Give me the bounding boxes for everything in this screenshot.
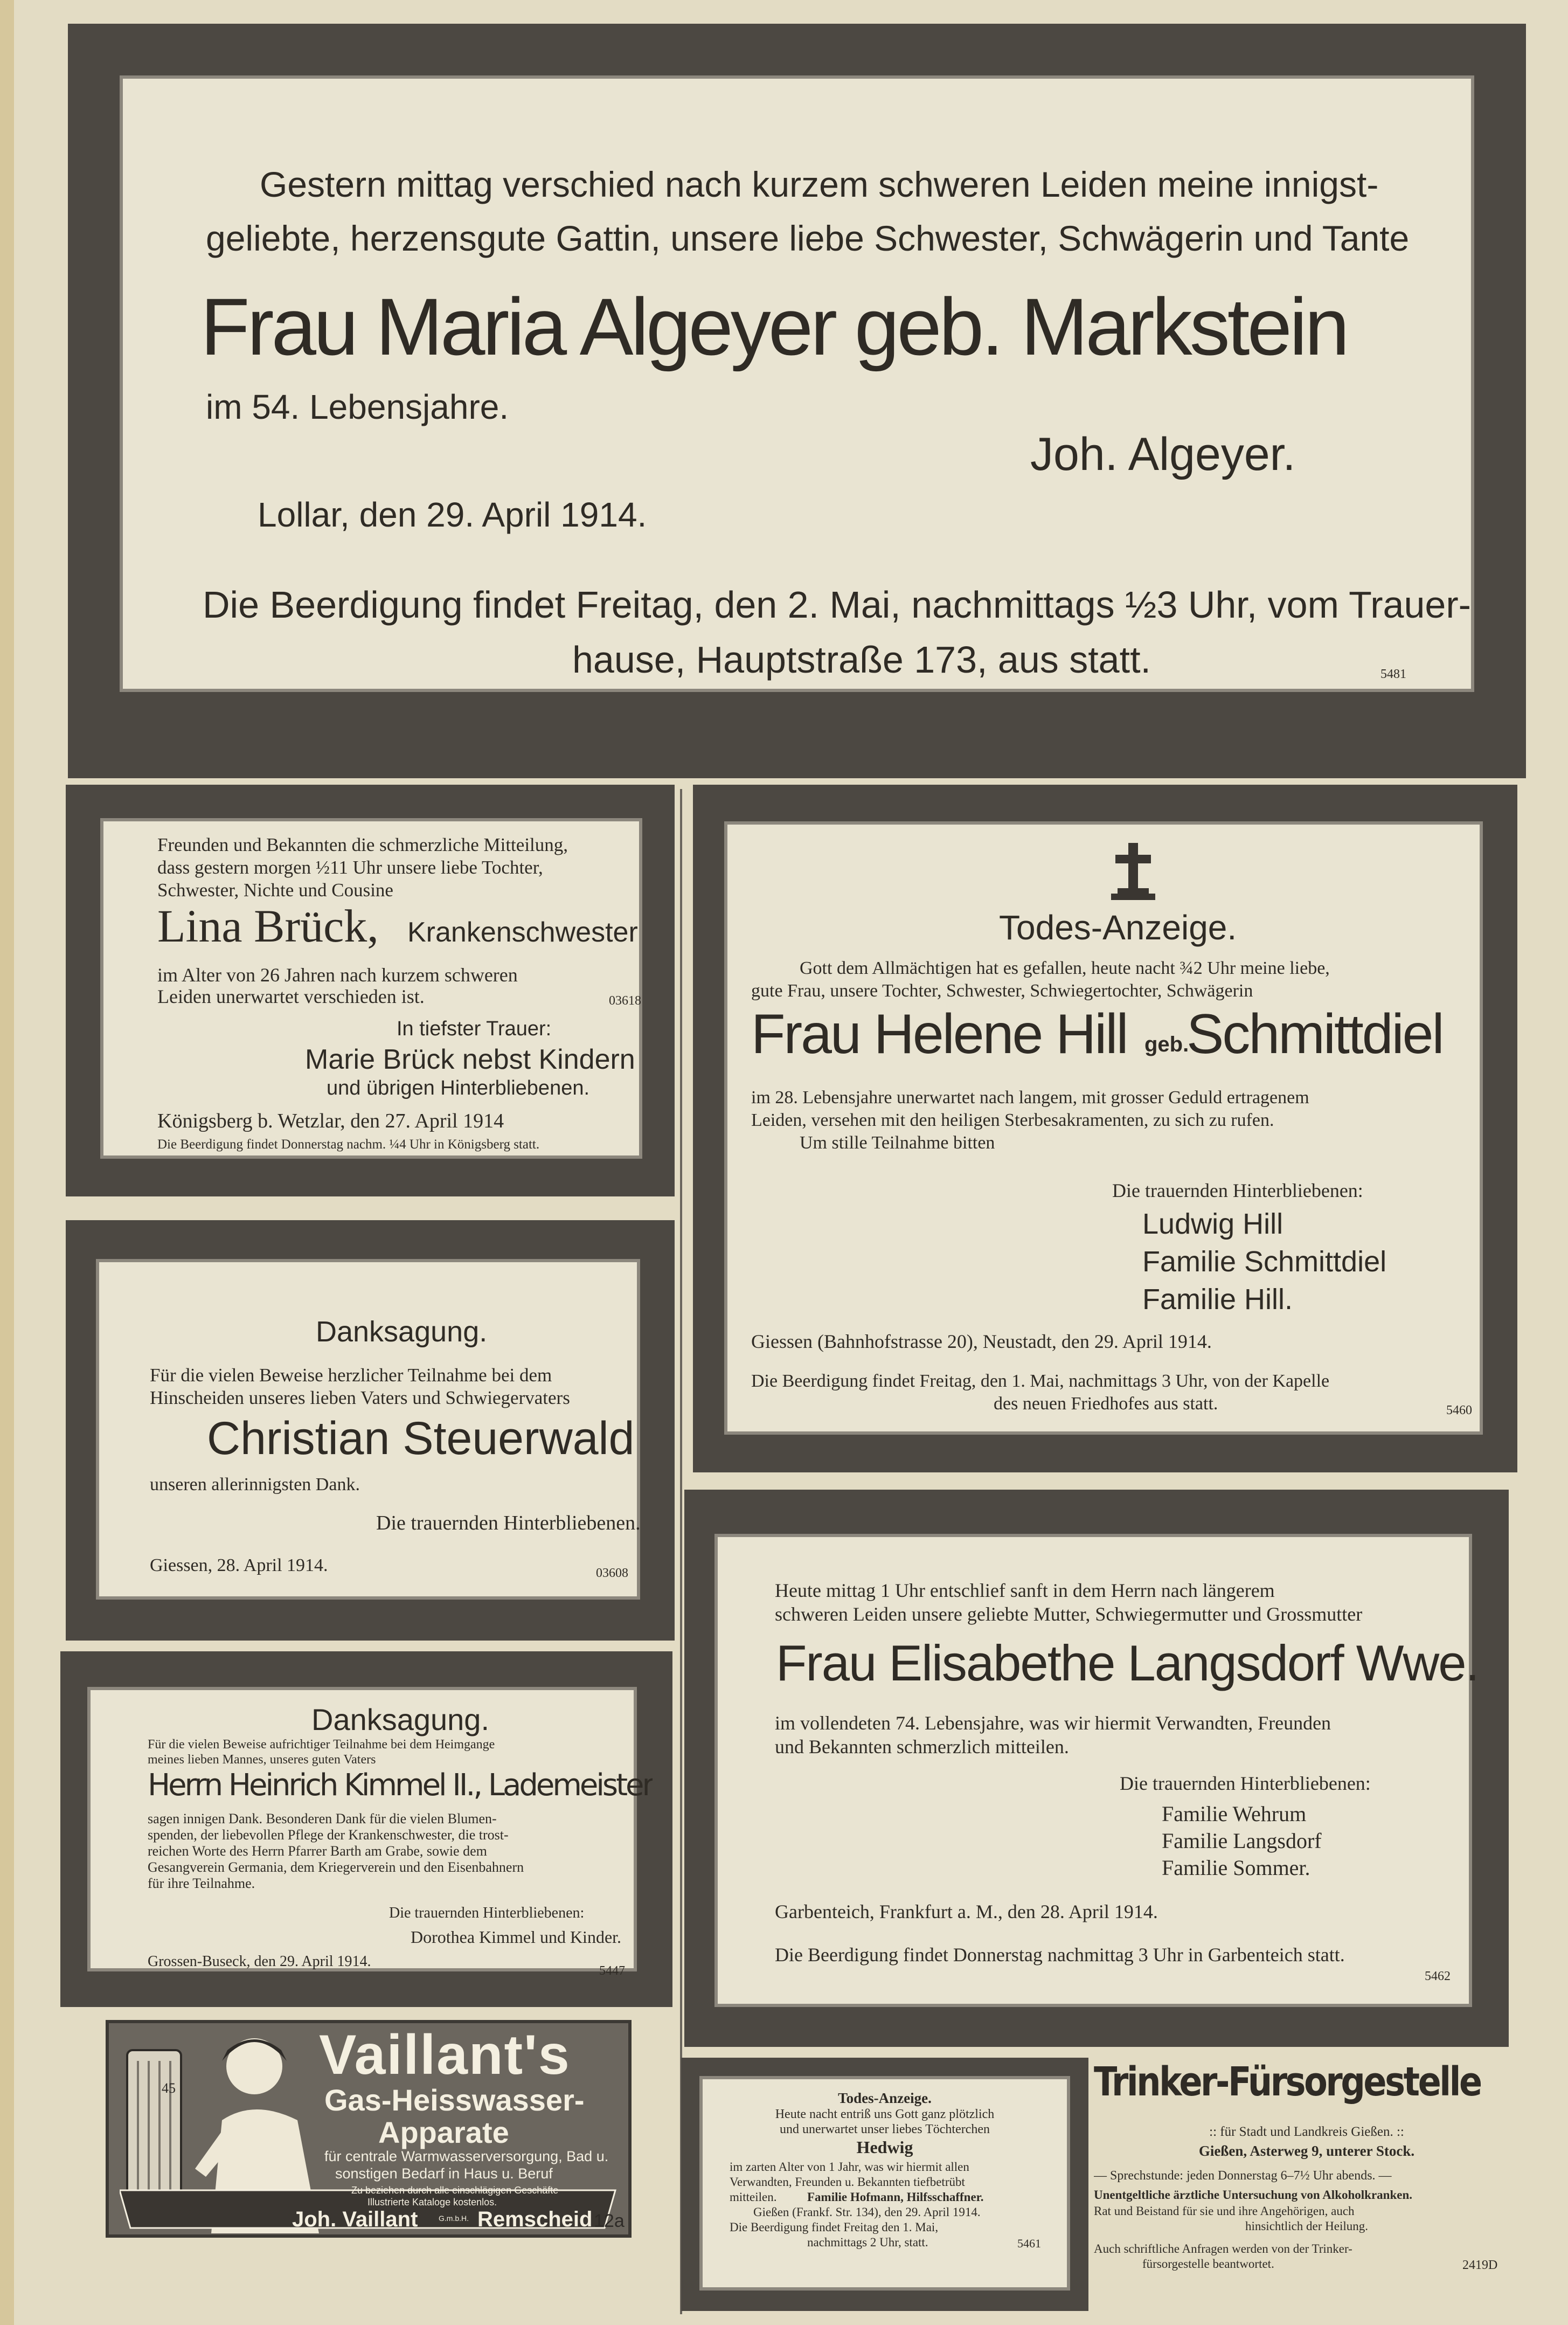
page-edge [0, 0, 14, 2325]
deceased-name: Hedwig [856, 2137, 913, 2157]
place-date: Giessen (Bahnhofstrasse 20), Neustadt, den 29. April 1914. [751, 1331, 1212, 1352]
ad-address: Gießen, Asterweg 9, unterer Stock. [1198, 2143, 1415, 2159]
usage-line: sonstigen Bedarf in Haus u. Beruf [335, 2165, 553, 2182]
notice-text: Für die vielen Beweise aufrichtiger Teilnahme bei dem Heimgange [148, 1738, 495, 1752]
dealers-line: Zu beziehen durch alle einschlägigen Geschäfte [351, 2185, 559, 2196]
thanks-notice-steuerwald [66, 1220, 675, 1641]
funeral-info: des neuen Friedhofes aus statt. [994, 1394, 1218, 1414]
funeral-info: Die Beerdigung findet Donnerstag nachm. ¼4 Uhr in Königsberg statt. [157, 1137, 540, 1152]
funeral-info: Die Beerdigung findet Freitag, den 2. Mai, nachmittags ½3 Uhr, vom Trauer- [203, 584, 1471, 626]
notice-text: meines lieben Mannes, unseres guten Vaters [148, 1753, 376, 1767]
ad-text: fürsorgestelle beantwortet. [1142, 2257, 1274, 2271]
death-notice-hedwig [681, 2058, 1088, 2311]
notice-text: dass gestern morgen ½11 Uhr unsere liebe Tochter, [157, 857, 543, 878]
funeral-info: Die Beerdigung findet Freitag den 1. Mai, [730, 2220, 939, 2234]
place-date: Grossen-Buseck, den 29. April 1914. [148, 1953, 371, 1970]
funeral-info: Die Beerdigung findet Donnerstag nachmittag 3 Uhr in Garbenteich statt. [775, 1944, 1345, 1966]
mourners: Dorothea Kimmel und Kinder. [411, 1927, 622, 1947]
ad-vaillant [106, 2020, 632, 2238]
notice-text: im zarten Alter von 1 Jahr, was wir hiermit allen [730, 2160, 969, 2174]
thanks-notice-kimmel [60, 1651, 672, 2007]
notice-text: geliebte, herzensgute Gattin, unsere liebe Schwester, Schwägerin und Tante [206, 218, 1410, 258]
notice-heading: Todes-Anzeige. [838, 2090, 932, 2106]
water-heater-illustration [122, 2045, 186, 2206]
mourners: Die trauernden Hinterbliebenen. [376, 1512, 641, 1534]
place-date: Königsberg b. Wetzlar, den 27. April 1914 [157, 1110, 504, 1132]
cross-icon [1108, 843, 1158, 901]
notice-text: Freunden und Bekannten die schmerzliche Mitteilung, [157, 834, 568, 855]
ad-code: 5462 [1425, 1969, 1451, 1983]
notice-text: Verwandten, Freunden u. Bekannten tiefbetrübt [730, 2175, 965, 2189]
mourner-name: Ludwig Hill [1142, 1208, 1283, 1240]
maker-name: Joh. Vaillant [292, 2208, 418, 2231]
notice-text: im vollendeten 74. Lebensjahre, was wir hiermit Verwandten, Freunden [775, 1712, 1331, 1734]
mourner-name: Familie Sommer. [1162, 1856, 1310, 1880]
notice-text: Leiden unerwartet verschieden ist. [157, 986, 425, 1007]
mourner-name: Familie Wehrum [1162, 1802, 1307, 1826]
deceased-name: Frau Maria Algeyer geb. Markstein [200, 281, 1347, 372]
family-name: Marie Brück nebst Kindern [305, 1044, 635, 1075]
notice-text: Hinscheiden unseres lieben Vaters und Schwiegervaters [150, 1387, 570, 1408]
notice-text: mitteilen. [730, 2190, 777, 2204]
ad-text: Rat und Beistand für sie und ihre Angehörigen, auch [1094, 2204, 1355, 2218]
deceased-role: Krankenschwester [407, 917, 638, 948]
notice-text: gute Frau, unsere Tochter, Schwester, Schwiegertochter, Schwägerin [751, 981, 1253, 1001]
ad-code: 03618 [609, 994, 641, 1008]
notice-text: Heute nacht entriß uns Gott ganz plötzlich [775, 2107, 995, 2121]
notice-heading: Todes-Anzeige. [999, 908, 1237, 947]
place-date: Gießen (Frankf. Str. 134), den 29. April 1914. [753, 2205, 981, 2219]
place-date: Giessen, 28. April 1914. [150, 1555, 328, 1575]
ad-trinker-fuersorgestelle [1094, 2059, 1520, 2291]
notice-text: reichen Worte des Herrn Pfarrer Barth am Grabe, sowie dem [148, 1843, 487, 1859]
deceased-name: Lina Brück, [157, 900, 379, 952]
mourners-label: Die trauernden Hinterbliebenen: [1120, 1773, 1371, 1794]
deceased-name: Frau Elisabethe Langsdorf Wwe. [776, 1635, 1479, 1691]
ad-title: Trinker-Fürsorgestelle [1094, 2059, 1481, 2105]
notice-text: Gestern mittag verschied nach kurzem schweren Leiden meine innigst- [260, 164, 1379, 204]
notice-text: und Bekannten schmerzlich mitteilen. [775, 1736, 1069, 1757]
ad-code: 5447 [599, 1964, 625, 1978]
notice-heading: Danksagung. [316, 1316, 488, 1348]
deceased-name: Christian Steuerwald [207, 1413, 635, 1464]
mourner-name: Familie Hill. [1142, 1283, 1293, 1316]
notice-text: schweren Leiden unsere geliebte Mutter, Schwiegermutter und Grossmutter [775, 1603, 1363, 1625]
deceased-name-geb: geb. [1144, 1033, 1189, 1056]
heater-number: 45 [162, 2080, 176, 2096]
mourner-name: Familie Schmittdiel [1142, 1245, 1387, 1278]
death-notice-langsdorf [684, 1490, 1509, 2047]
maker-form: G.m.b.H. [439, 2214, 469, 2223]
notice-text: und unerwartet unser liebes Töchterchen [779, 2122, 990, 2136]
place-date: Garbenteich, Frankfurt a. M., den 28. April 1914. [775, 1901, 1158, 1922]
product-line: Gas-Heisswasser- [324, 2083, 585, 2117]
notice-text: Leiden, versehen mit den heiligen Sterbesakramenten, zu sich zu rufen. [751, 1110, 1274, 1130]
family-name: und übrigen Hinterbliebenen. [327, 1077, 590, 1099]
maker-city: Remscheid [477, 2208, 593, 2231]
notice-text: im 28. Lebensjahre unerwartet nach langem, mit grosser Geduld ertragenem [751, 1088, 1309, 1108]
notice-text: spenden, der liebevollen Pflege der Krankenschwester, die trost- [148, 1827, 509, 1843]
mourning-label: In tiefster Trauer: [397, 1018, 552, 1040]
place-date: Lollar, den 29. April 1914. [258, 495, 647, 534]
funeral-info: nachmittags 2 Uhr, statt. [807, 2236, 928, 2249]
mourners-label: Die trauernden Hinterbliebenen: [1112, 1180, 1363, 1201]
ad-text: Auch schriftliche Anfragen werden von der Trinker- [1094, 2242, 1352, 2255]
signer: Joh. Algeyer. [1030, 428, 1296, 480]
mourner-name: Familie Langsdorf [1162, 1829, 1322, 1853]
usage-line: für centrale Warmwasserversorgung, Bad u. [324, 2148, 609, 2164]
deceased-name: Herrn Heinrich Kimmel II., Lademeister [148, 1768, 653, 1803]
ad-text: Unentgeltliche ärztliche Untersuchung von Alkoholkranken. [1094, 2188, 1413, 2202]
notice-text: Gott dem Allmächtigen hat es gefallen, heute nacht ¾2 Uhr meine liebe, [800, 958, 1330, 978]
death-notice-hill [693, 785, 1517, 1472]
mourners-label: Die trauernden Hinterbliebenen: [389, 1905, 585, 1921]
notice-text: für ihre Teilnahme. [148, 1876, 255, 1891]
family-name: Familie Hofmann, Hilfsschaffner. [807, 2190, 984, 2204]
notice-heading: Danksagung. [311, 1703, 490, 1736]
ad-code: 5461 [1017, 2237, 1041, 2250]
death-notice-algeyer [68, 24, 1526, 778]
brand-name: Vaillant's [319, 2024, 571, 2086]
ad-subtitle: :: für Stadt und Landkreis Gießen. :: [1209, 2125, 1404, 2139]
notice-text: Gesangverein Germania, dem Kriegerverein und den Eisenbahnern [148, 1859, 524, 1875]
notice-text: im Alter von 26 Jahren nach kurzem schweren [157, 964, 518, 986]
notice-text: Heute mittag 1 Uhr entschlief sanft in dem Herrn nach längerem [775, 1580, 1275, 1601]
product-line: Apparate [378, 2115, 509, 2149]
notice-text: Für die vielen Beweise herzlicher Teilnahme bei dem [150, 1365, 552, 1386]
funeral-info: Die Beerdigung findet Freitag, den 1. Mai, nachmittags 3 Uhr, von der Kapelle [751, 1371, 1330, 1391]
funeral-info: hause, Hauptstraße 173, aus statt. [572, 639, 1151, 681]
notice-text: Schwester, Nichte und Cousine [157, 880, 393, 901]
dealers-line: Illustrierte Kataloge kostenlos. [367, 2197, 497, 2208]
ad-hours: — Sprechstunde: jeden Donnerstag 6–7½ Uhr abends. — [1094, 2169, 1392, 2183]
deceased-name: Schmittdiel [1187, 1003, 1443, 1065]
notice-text: im 54. Lebensjahre. [206, 388, 509, 426]
ad-code: 2419D [1462, 2258, 1498, 2272]
death-notice-brueck [66, 785, 675, 1196]
ad-code: 5460 [1446, 1403, 1472, 1417]
ad-code: 03608 [596, 1566, 628, 1580]
ad-code: 12a [594, 2211, 625, 2231]
ad-text: hinsichtlich der Heilung. [1245, 2219, 1369, 2233]
notice-text: unseren allerinnigsten Dank. [150, 1475, 360, 1494]
deceased-name: Frau Helene Hill [751, 1003, 1127, 1065]
notice-text: Um stille Teilnahme bitten [800, 1133, 995, 1153]
notice-text: sagen innigen Dank. Besonderen Dank für die vielen Blumen- [148, 1811, 497, 1826]
ad-code: 5481 [1380, 667, 1406, 681]
